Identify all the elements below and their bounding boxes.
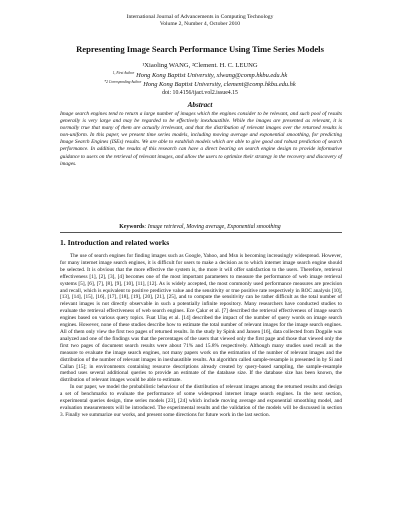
keywords-text: : Image retrieval, Moving average, Exponential smoothing <box>144 224 281 230</box>
paper-authors: ¹Xiaoling WANG, ²Clement. H. C. LEUNG <box>142 62 258 69</box>
keywords-label: Keywords <box>119 224 145 230</box>
affiliation-2-mark: *2 Corresponding Author <box>104 80 142 84</box>
affiliation-1 <box>0 71 400 79</box>
journal-volume: Volume 2, Number 4, October 2010 <box>159 21 241 27</box>
section-divider <box>60 232 342 233</box>
abstract-text: Image search engines tend to return a large number of images which the engines consider to be relevant, and such pool of results generally is very large and may be regarded to be effectively inexhaustible. While the images are presented as relevant, it is normally true that many of them are actually irrelevant, and that the distribution of relevant images over the returned results is non-uniform. In this paper, we present time series models, including moving average and exponential smoothing, for predicting Image Search Engines (ISEs) results. We are able to establish models which are able to give good and robust prediction of search performance. In addition, the results of this research can have a direct bearing on search engine design to provide informative guidance to users on the retrieval of relevant images, and allow the users to optimize their strategy in the recovery and discovery of images. <box>60 111 342 167</box>
affiliation-1-text: Hong Kong Baptist University, xlwang@comp.hkbu.edu.hk <box>136 72 288 79</box>
doi: doi: 10.4156/ijact.vol2.issue4.15 <box>162 90 238 96</box>
affiliation-1-mark: 1, First Author <box>112 71 135 75</box>
abstract-heading: Abstract <box>187 101 213 109</box>
section-heading: 1. Introduction and related works <box>60 238 170 247</box>
affiliation-2 <box>0 80 400 88</box>
body-paragraph-1: The use of search engines for finding images such as Google, Yahoo, and Msn is becoming increasingly widespread. However, for many internet image search engines, it is difficult for users to make a decision as to which internet image search engine should be selected. It is obvious that the more effective the system is, the more it will offer satisfaction to the users. Therefore, retrieval effectiveness [1], [2], [3], [4] becomes one of the most important parameters to measure the performance of web image retrieval systems [5], [6], [7], [8], [9], [10], [11], [12]. As is widely accepted, the most commonly used performance measures are precision and recall, which is equivalent to positive predictive value and the sensitivity or true positive rate respectively in ROC analysis [10], [13], [14], [15], [16], [17], [18], [19], [20], [21], [25], and to compute the sensitivity can be rather difficult as the total number of relevant images is not directly observable in such a potentially infinite repository. Many researchers have conducted studies to evaluate the retrieval effectiveness of web search engines. Ece Çakır et al. [7] described the retrieval effectiveness of image search engines based on various query topics. Fuat Ulaş et al. [14] described the impact of the number of query words on image search engines. However, none of these studies describe how to estimate the total number of relevant images for the image search engines. All of them only view the first two pages of returned results. In the study by Spink and Jansen [16], data collected from Dogpile was analyzed and one of the findings was that the percentages of the users that viewed only the first page and those that viewed only the first two pages of document search results were about 71% and 15.8% respectively. Although many studies used recall as the measure to evaluate the image search engines, not many papers work on the estimation of the number of relevant images and the distribution of the number of relevant images in inexhaustible results. An algorithm called sample-resample is presented in by Si and Callan [15]; in environments containing resource descriptions already created by query-based sampling, the sample-resample method uses several additional queries to provide an estimate of the database size. If the database size has been known, the distribution of relevant images would be able to estimate. <box>60 253 342 384</box>
keywords <box>0 224 400 230</box>
section-body <box>60 253 342 419</box>
journal-name: International Journal of Advancements in Computing Technology <box>126 14 274 20</box>
paper-title: Representing Image Search Performance Using Time Series Models <box>76 44 324 54</box>
affiliation-2-text: Hong Kong Baptist University, clement@comp.hkbu.edu.hk <box>143 81 296 88</box>
body-paragraph-2: In our paper, we model the probabilistic behaviour of the distribution of relevant images among the returned results and design a set of benchmarks to evaluate the performance of some widespread internet image search engines. In the next section, experimental queries design, time series models [23], [24] which include moving average and exponential smoothing model, and evaluation measurements will be introduced. The experimental results and the validation of the models will be discussed in section 3. Finally we summarize our works, and present some directions for future work in the last section. <box>60 384 342 418</box>
journal-header <box>0 14 400 28</box>
